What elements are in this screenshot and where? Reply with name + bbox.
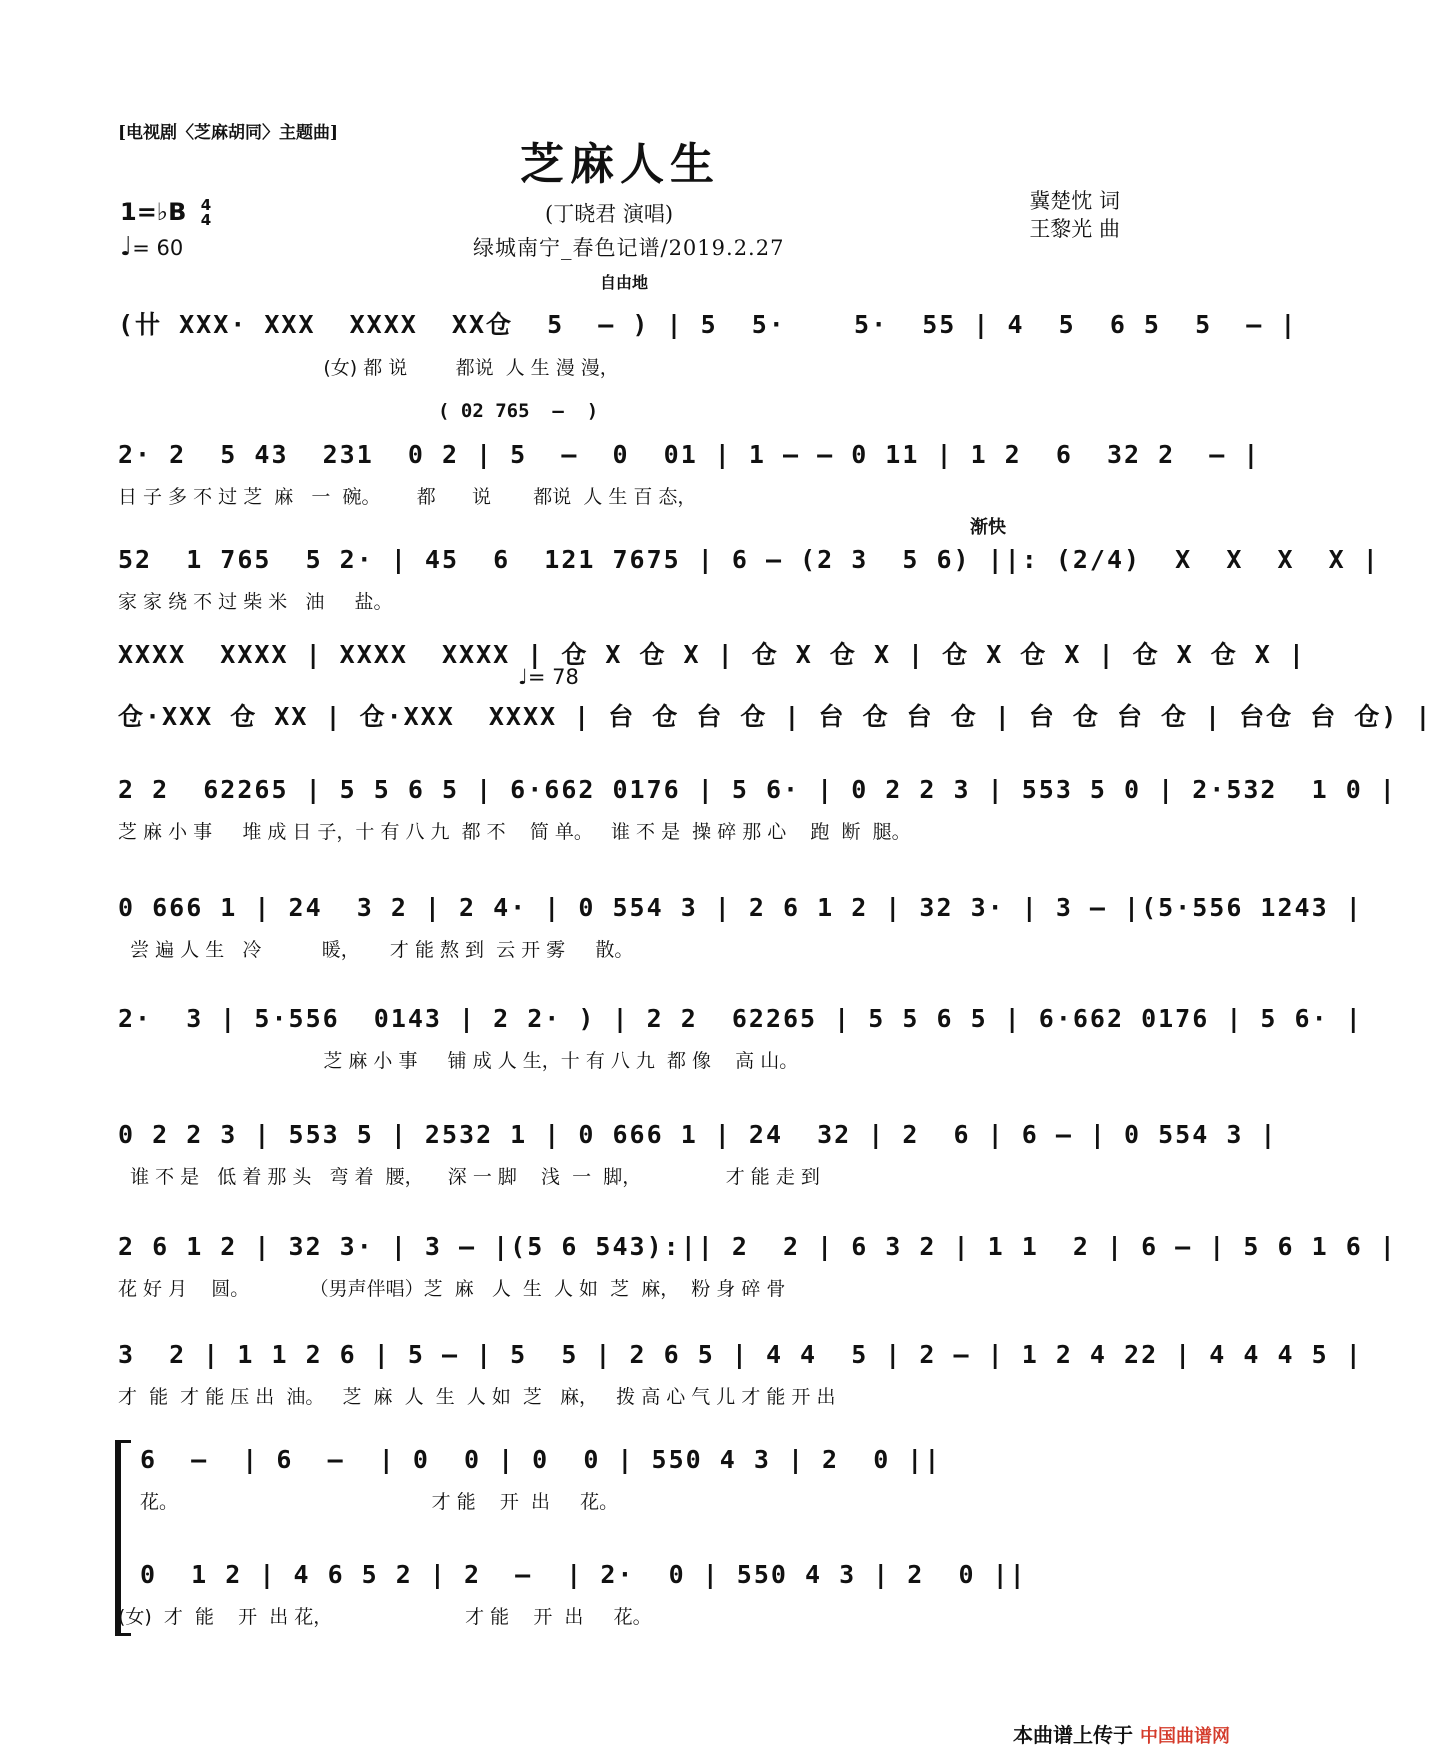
key-label: 1=♭B (120, 198, 187, 226)
lyric-line: 日 子 多 不 过 芝 麻 一 碗。 都 说 都说 人 生 百 态， (118, 486, 697, 508)
song-source-label: [电视剧〈芝麻胡同〉主题曲] (118, 123, 339, 143)
interlude-line: ( 02 765 – ) (438, 400, 599, 422)
singer-credit: (丁晓君 演唱) (545, 202, 674, 226)
composer-credit: 王黎光 曲 (1029, 217, 1120, 241)
accelerando-mark: 渐快 (970, 517, 1006, 538)
lyric-line: 才 能 才 能 压 出 油。 芝 麻 人 生 人 如 芝 麻， 拨 高 心 气 儿 才 能 开 出 (118, 1386, 836, 1408)
staff-system-8 (118, 1004, 1363, 1084)
quarter-note-icon: ♩ (120, 232, 133, 262)
staff-system-9 (118, 1120, 1278, 1200)
staff-system-12-upper (118, 1445, 1130, 1525)
lyric-line: 芝 麻 小 事 堆 成 日 子，十 有 八 九 都 不 简 单。 谁 不 是 操 碎 那 心 跑 断 腿。 (118, 821, 911, 843)
staff-system-7 (118, 893, 1363, 973)
staff-system-3 (118, 545, 1380, 615)
lyricist-credit: 冀楚忱 词 (1029, 189, 1120, 213)
staff-system-12-lower (118, 1560, 1130, 1640)
music-line: 3 2 | 1 1 2 6 | 5 – | 5 5 | 2 6 5 | 4 4 5 | 2 – | 1 2 4 22 | 4 4 4 5 | (118, 1340, 1363, 1369)
lyric-line: 花。 才 能 开 出 花。 (140, 1491, 619, 1513)
lyric-line: 花 好 月 圆。 （男声伴唱）芝 麻 人 生 人 如 芝 麻， 粉 身 碎 骨 (118, 1278, 786, 1300)
music-line: (卄 XXX· XXX XXXX XX仓 5 – ) | 5 5· 5· 55 | 4 5 6 5 5 – | (118, 310, 1298, 339)
lyric-line: 尝 遍 人 生 冷 暖， 才 能 熬 到 云 开 雾 散。 (118, 939, 634, 961)
music-line: 0 1 2 | 4 6 5 2 | 2 – | 2· 0 | 550 4 3 | 2 0 || (140, 1560, 1027, 1589)
staff-system-11 (118, 1340, 1363, 1420)
upload-footer (1013, 1719, 1230, 1748)
key-signature (120, 198, 211, 228)
lyric-line: (女) 都 说 都说 人 生 漫 漫， (118, 357, 619, 379)
music-line: 2· 2 5 43 231 0 2 | 5 – 0 01 | 1 – – 0 11 | 1 2 6 32 2 – | (118, 440, 1261, 469)
site-brand-logo: 中国曲谱网 (1140, 1726, 1230, 1747)
tempo-change-mark: ♩= 78 (518, 665, 579, 689)
music-line: 仓·XXX 仓 XX | 仓·XXX XXXX | 台 仓 台 仓 | 台 仓 台 仓 | 台 仓 台 仓 | 台仓 台 仓) | (118, 702, 1432, 731)
music-line: 6 – | 6 – | 0 0 | 0 0 | 550 4 3 | 2 0 || (140, 1445, 942, 1474)
lyric-line: 家 家 绕 不 过 柴 米 油 盐。 (118, 591, 393, 613)
music-line: 2· 3 | 5·556 0143 | 2 2· ) | 2 2 62265 | 5 5 6 5 | 6·662 0176 | 5 6· | (118, 1004, 1363, 1033)
staff-system-2 (118, 400, 1261, 510)
time-sig-top: 4 (200, 196, 212, 214)
time-sig-bottom: 4 (200, 211, 212, 229)
time-signature (201, 198, 211, 228)
music-line: 52 1 765 5 2· | 45 6 121 7675 | 6 – (2 3 5 6) ||: (2/4) X X X X | (118, 545, 1380, 574)
lyric-line: (女) 才 能 开 出 花， 才 能 开 出 花。 (118, 1606, 652, 1628)
notation-credit: 绿城南宁_春色记谱/2019.2.27 (473, 236, 785, 260)
song-title: 芝麻人生 (520, 139, 720, 190)
footer-text: 本曲谱上传于 (1013, 1723, 1134, 1747)
music-line: 0 666 1 | 24 3 2 | 2 4· | 0 554 3 | 2 6 1 2 | 32 3· | 3 – |(5·556 1243 | (118, 893, 1363, 922)
music-line: 2 6 1 2 | 32 3· | 3 – |(5 6 543):|| 2 2 | 6 3 2 | 1 1 2 | 6 – | 5 6 1 6 | (118, 1232, 1397, 1261)
staff-system-6 (118, 775, 1397, 855)
tempo-value: = 60 (132, 236, 184, 260)
lyric-line: 芝 麻 小 事 铺 成 人 生，十 有 八 九 都 像 高 山。 (118, 1050, 799, 1072)
music-line: XXXX XXXX | XXXX XXXX | 仓 X 仓 X | 仓 X 仓 X | 仓 X 仓 X | 仓 X 仓 X | (118, 640, 1306, 669)
staff-system-5 (118, 697, 1432, 737)
lyric-line: 谁 不 是 低 着 那 头 弯 着 腰， 深 一 脚 浅 一 脚， 才 能 走 到 (118, 1166, 820, 1188)
staff-system-1 (118, 305, 1298, 385)
music-line: 0 2 2 3 | 553 5 | 2532 1 | 0 666 1 | 24 32 | 2 6 | 6 – | 0 554 3 | (118, 1120, 1278, 1149)
music-line: 2 2 62265 | 5 5 6 5 | 6·662 0176 | 5 6· | 0 2 2 3 | 553 5 0 | 2·532 1 0 | (118, 775, 1397, 804)
staff-system-4 (118, 635, 1306, 675)
staff-system-10 (118, 1232, 1397, 1312)
tempo-marking (120, 232, 183, 262)
free-tempo-mark: 自由地 (600, 273, 649, 292)
